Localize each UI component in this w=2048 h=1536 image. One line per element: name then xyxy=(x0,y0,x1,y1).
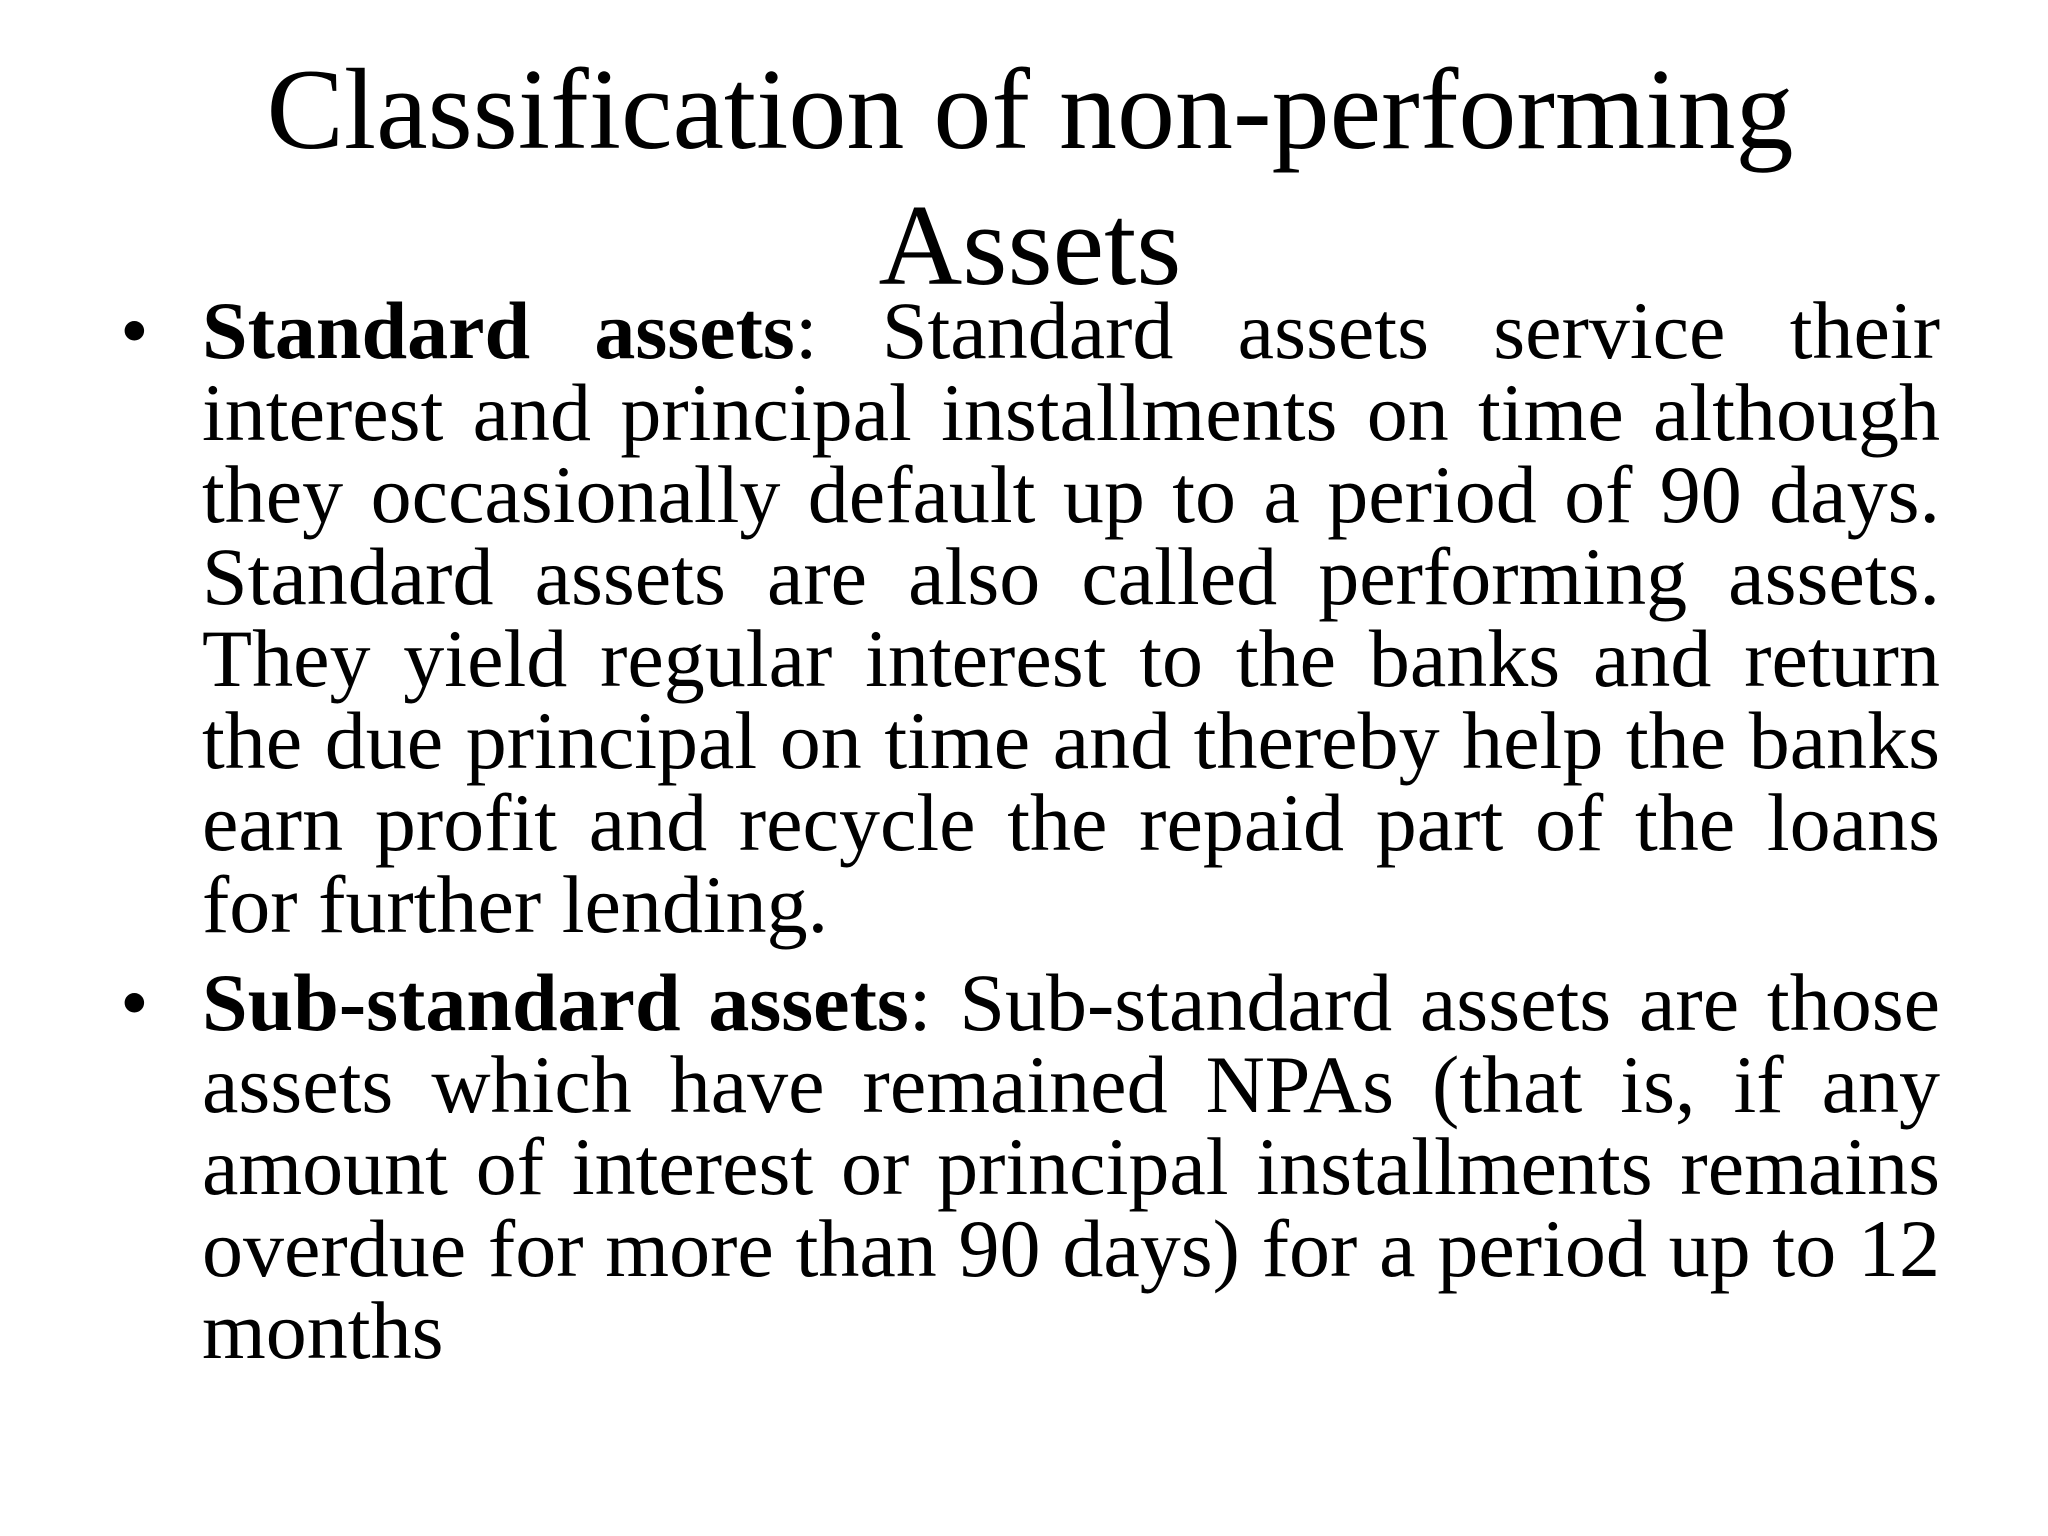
bullet-text xyxy=(202,285,1940,950)
bullet-text xyxy=(202,957,1941,1376)
bullet-term: Standard assets xyxy=(202,285,795,376)
bullet-marker: • xyxy=(120,957,149,1048)
bullet-sub-standard-assets xyxy=(120,957,1941,1376)
term-separator: : xyxy=(908,957,932,1048)
bullet-marker: • xyxy=(120,285,149,376)
slide-title: Classification of non-performing Assets xyxy=(266,46,1794,310)
term-separator: : xyxy=(794,285,818,376)
bullet-list xyxy=(120,285,1941,1388)
bullet-description: Standard assets service their interest and principal installments on time although they occasionally default up to a period of 90 days. Standard assets are also called performing assets. They yield regular interest to the banks and return the due principal on time and thereby help the banks earn profit and recycle the repaid part of the loans for further lending. xyxy=(202,285,1940,950)
bullet-description: Sub-standard assets are those assets which have remained NPAs (that is, if any amount of interest or principal installments remains overdue for more than 90 days) for a period up to 12 months xyxy=(202,957,1941,1376)
bullet-standard-assets xyxy=(120,285,1940,950)
bullet-term: Sub-standard assets xyxy=(202,957,909,1048)
